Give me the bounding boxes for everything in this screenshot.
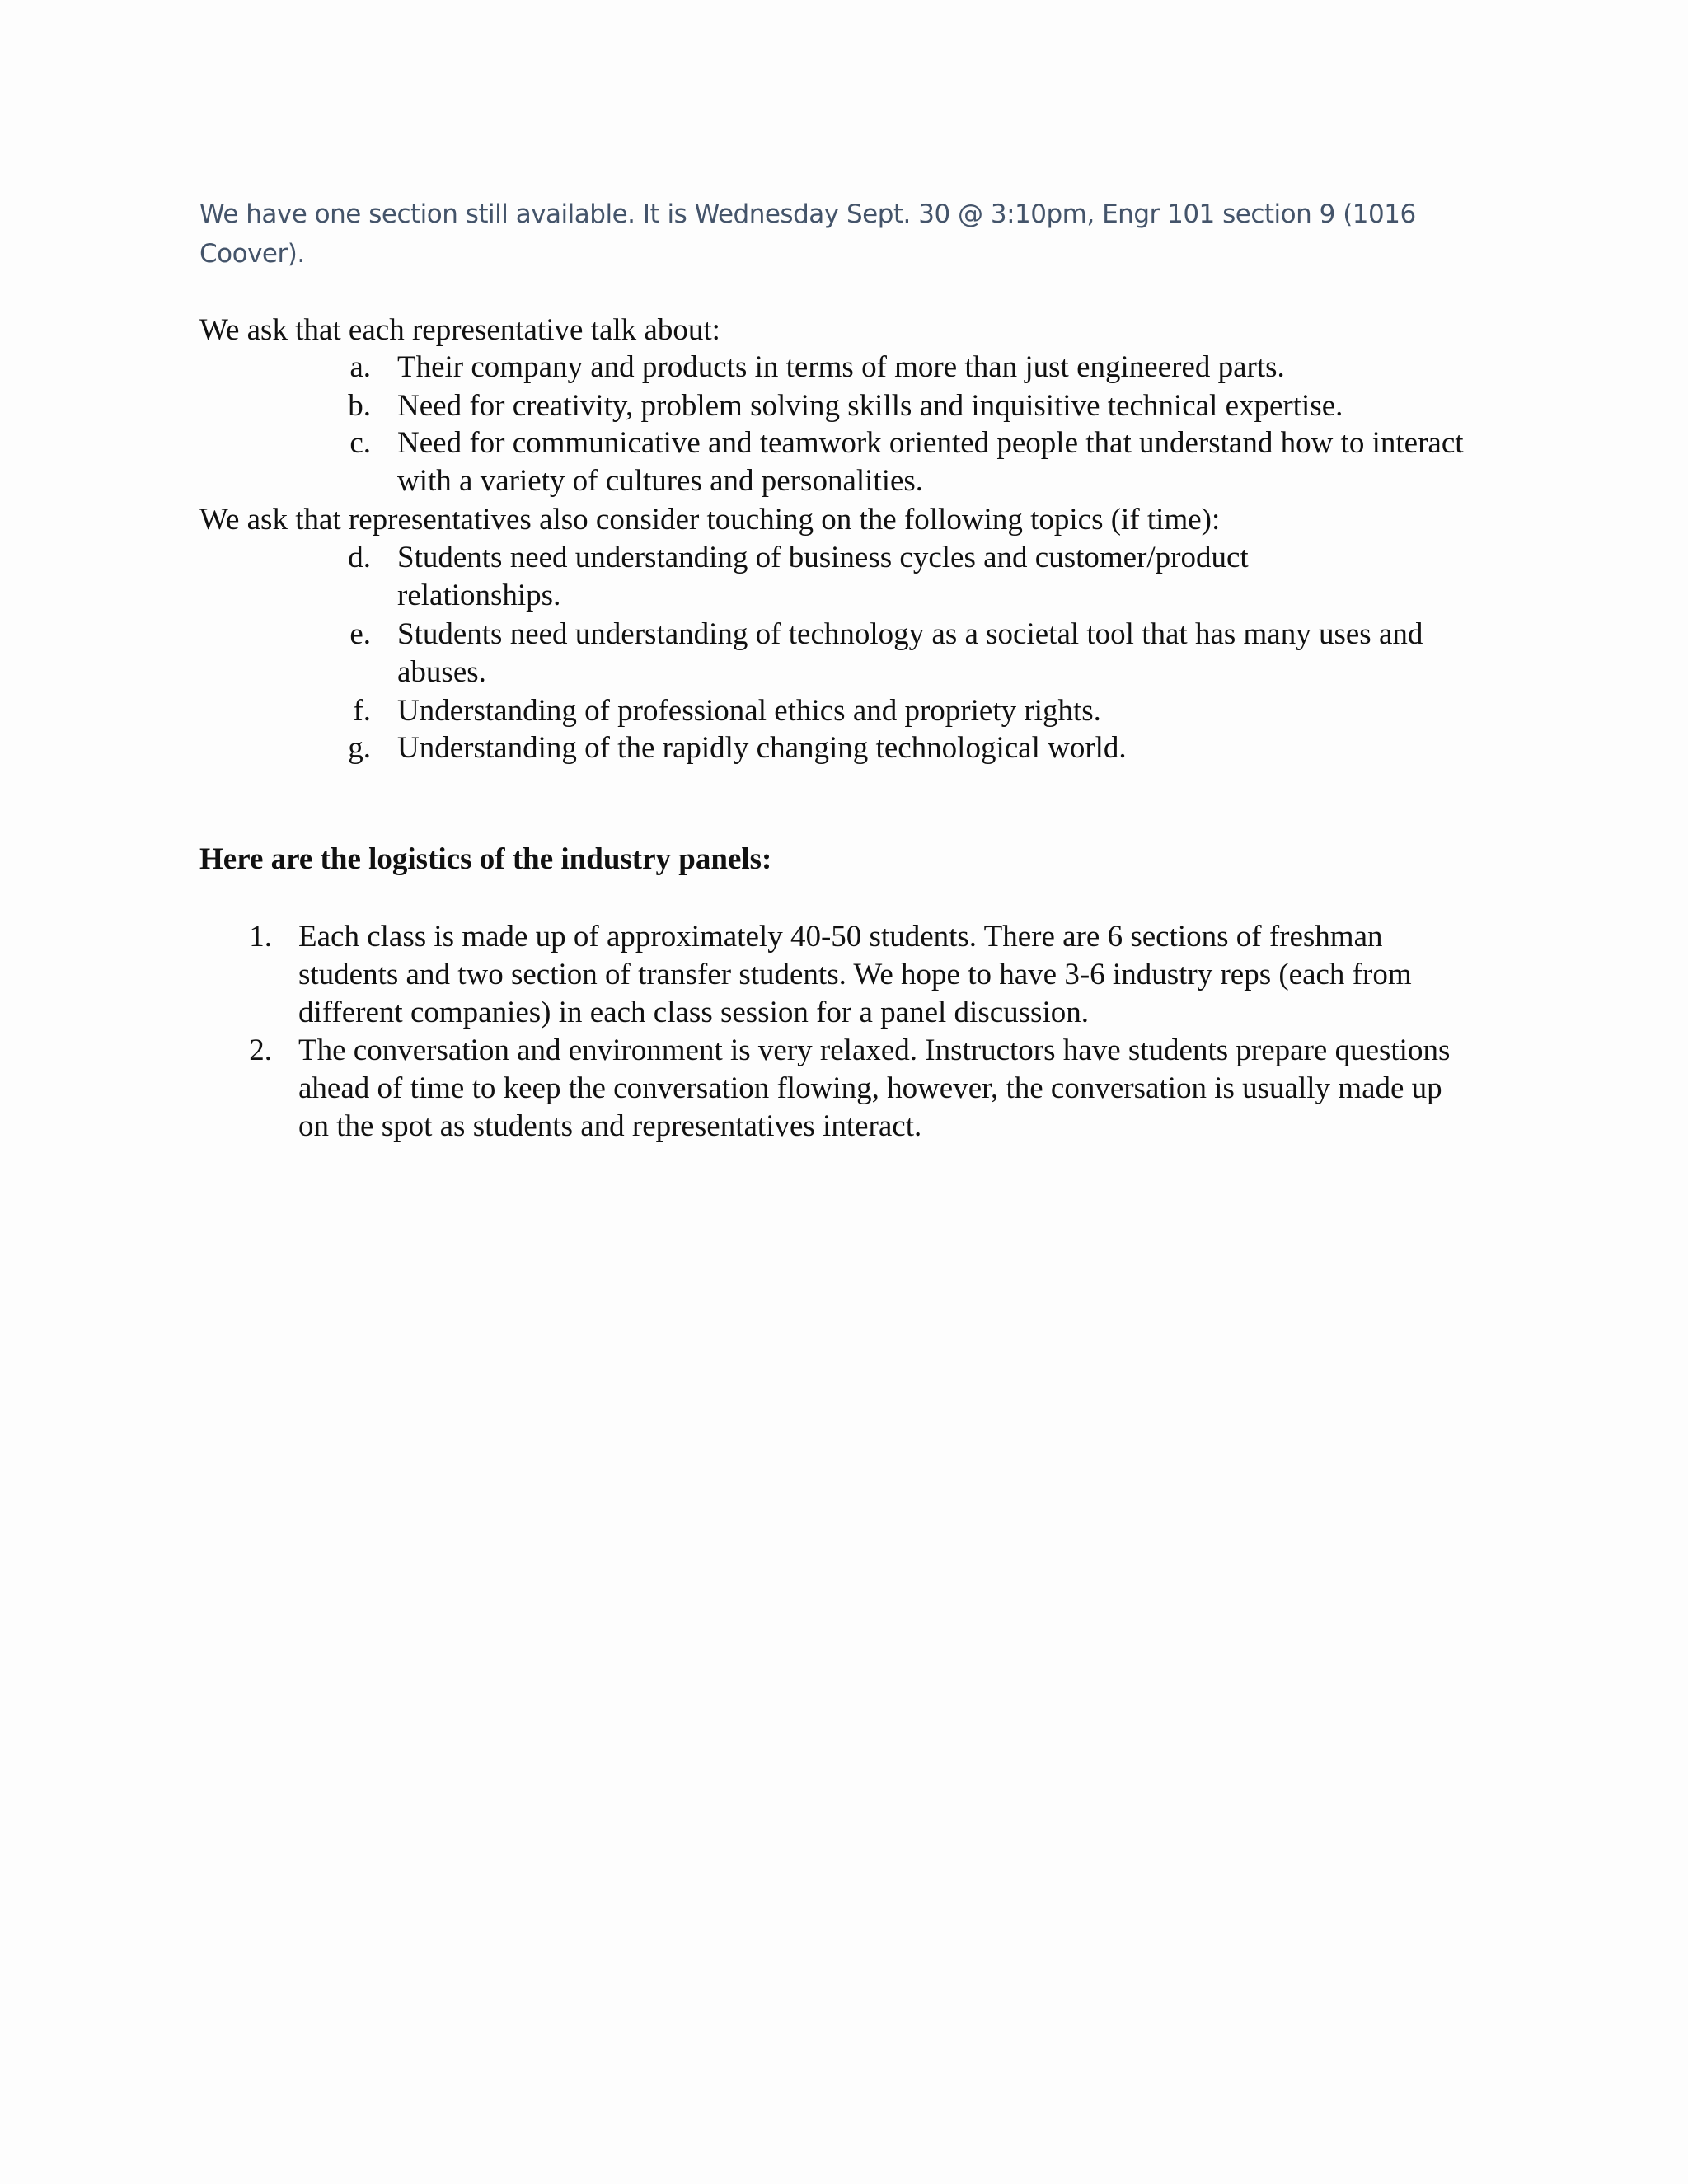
- list-item-text: Need for creativity, problem solving skills and inquisitive technical expertise.: [397, 389, 1343, 423]
- list-marker: c.: [349, 426, 371, 460]
- list-marker: a.: [349, 350, 371, 384]
- list-marker: g.: [348, 731, 371, 765]
- list-marker: f.: [353, 694, 371, 728]
- list-item-text: Their company and products in terms of more than just engineered parts.: [397, 350, 1285, 384]
- intro-required-topics: We ask that each representative talk about:: [199, 313, 720, 347]
- list-marker: b.: [348, 389, 371, 423]
- list-item-text: Students need understanding of business cycles and customer/product relationships.: [397, 541, 1249, 612]
- list-item-text: The conversation and environment is very relaxed. Instructors have students prepare questions ahead of time to keep the conversation flowing, however, the conversation is usually made up on the spot as students and representatives interact.: [298, 1033, 1451, 1143]
- list-item-text: Understanding of the rapidly changing technological world.: [397, 731, 1127, 765]
- list-item-text: Need for communicative and teamwork oriented people that understand how to interact with a variety of cultures and personalities.: [397, 426, 1464, 498]
- list-item-text: Understanding of professional ethics and propriety rights.: [397, 694, 1101, 728]
- list-item-text: Students need understanding of technology as a societal tool that has many uses and abuses.: [397, 617, 1423, 689]
- logistics-heading: Here are the logistics of the industry panels:: [199, 842, 772, 876]
- list-marker: 2.: [249, 1033, 272, 1067]
- list-item-text: Each class is made up of approximately 40-50 students. There are 6 sections of freshman students and two section of transfer students. We hope to have 3-6 industry reps (each from different companies) in each class session for a panel discussion.: [298, 920, 1412, 1029]
- section-availability-notice: We have one section still available. It is Wednesday Sept. 30 @ 3:10pm, Engr 101 section 9 (1016 Coover).: [199, 199, 1416, 269]
- list-marker: d.: [348, 541, 371, 574]
- list-marker: 1.: [249, 920, 272, 954]
- intro-optional-topics: We ask that representatives also consider touching on the following topics (if time):: [199, 503, 1221, 537]
- list-marker: e.: [349, 617, 371, 651]
